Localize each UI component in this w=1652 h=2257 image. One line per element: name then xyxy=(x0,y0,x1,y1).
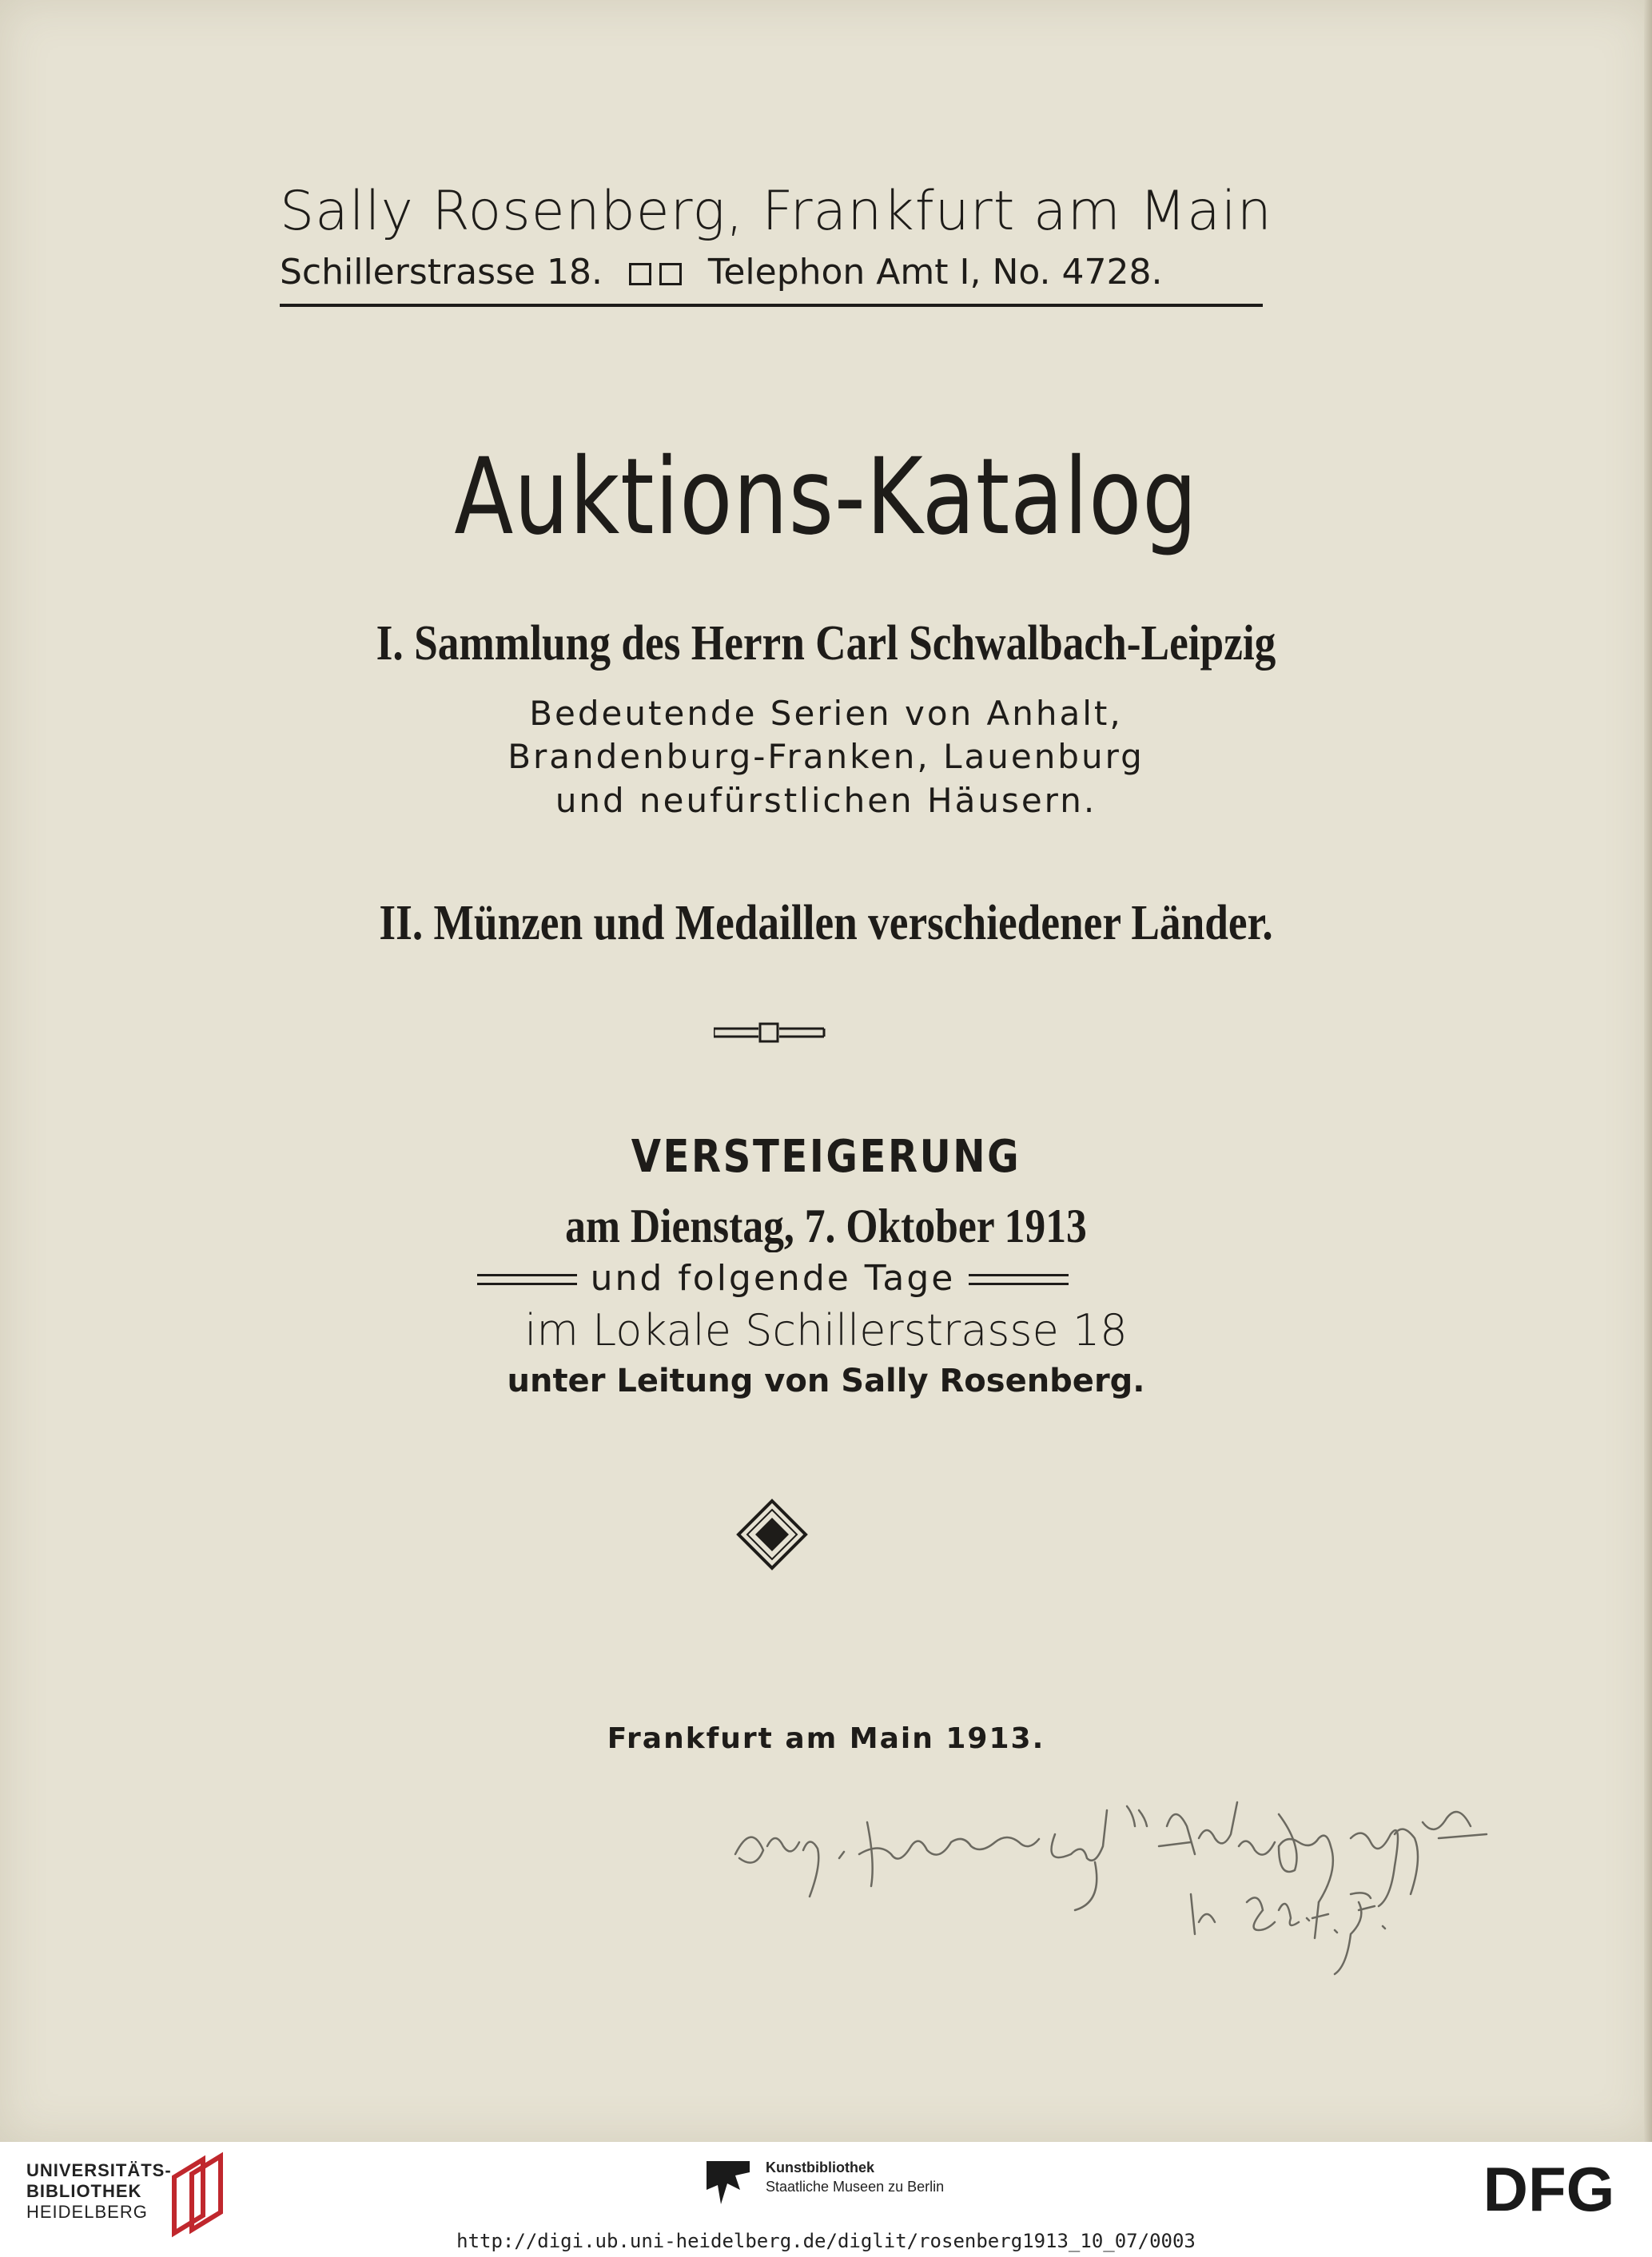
telephone-number: Telephon Amt I, No. 4728. xyxy=(707,252,1163,293)
kb-institution: Staatliche Museen zu Berlin xyxy=(766,2179,945,2195)
dfg-logo xyxy=(1469,2158,1629,2222)
series-line: Brandenburg-Franken, Lauenburg xyxy=(508,737,1144,776)
following-days: und folgende Tage xyxy=(590,1258,956,1299)
kunstbibliothek-label xyxy=(766,2158,944,2196)
ub-heidelberg-logo xyxy=(26,2160,172,2223)
ub-logo-line: HEIDELBERG xyxy=(26,2202,148,2222)
square-ornament-icon xyxy=(629,263,651,285)
imprint: Frankfurt am Main 1913. xyxy=(607,1722,1045,1755)
following-days-row xyxy=(477,1258,1069,1303)
street-address: Schillerstrasse 18. xyxy=(280,252,603,293)
page-edge xyxy=(1644,0,1652,2142)
part-2-heading: II. Münzen und Medaillen verschiedener Länder. xyxy=(379,896,1273,950)
auction-heading: VERSTEIGERUNG xyxy=(631,1131,1021,1183)
catalog-title: Auktions-Katalog xyxy=(454,436,1198,559)
source-url[interactable]: http://digi.ub.uni-heidelberg.de/diglit/rosenberg1913_10_07/0003 xyxy=(456,2230,1196,2252)
dealer-address xyxy=(280,252,1263,293)
square-ornament-icon xyxy=(659,263,682,285)
divider-ornament-icon xyxy=(714,1021,826,1044)
dfg-logo-text: DFG xyxy=(1483,2158,1615,2222)
ub-book-icon xyxy=(168,2152,232,2239)
auction-location: im Lokale Schillerstrasse 18 xyxy=(524,1305,1128,1355)
series-line: Bedeutende Serien von Anhalt, xyxy=(529,694,1123,733)
header-rule xyxy=(280,304,1263,307)
dealer-name: Sally Rosenberg, Frankfurt am Main xyxy=(280,180,1272,243)
handwritten-note xyxy=(719,1790,1622,1982)
auction-date: am Dienstag, 7. Oktober 1913 xyxy=(565,1200,1087,1252)
kb-name: Kunstbibliothek xyxy=(766,2159,874,2175)
auction-direction: unter Leitung von Sally Rosenberg. xyxy=(507,1363,1145,1399)
ub-logo-line: UNIVERSITÄTS- xyxy=(26,2160,172,2180)
part-1-heading: I. Sammlung des Herrn Carl Schwalbach-Leipzig xyxy=(376,616,1276,671)
diamond-ornament-icon xyxy=(736,1499,808,1570)
ub-logo-line: BIBLIOTHEK xyxy=(26,2181,142,2201)
eagle-icon xyxy=(703,2158,753,2207)
series-line: und neufürstlichen Häusern. xyxy=(555,781,1097,820)
double-rule xyxy=(969,1274,1069,1285)
